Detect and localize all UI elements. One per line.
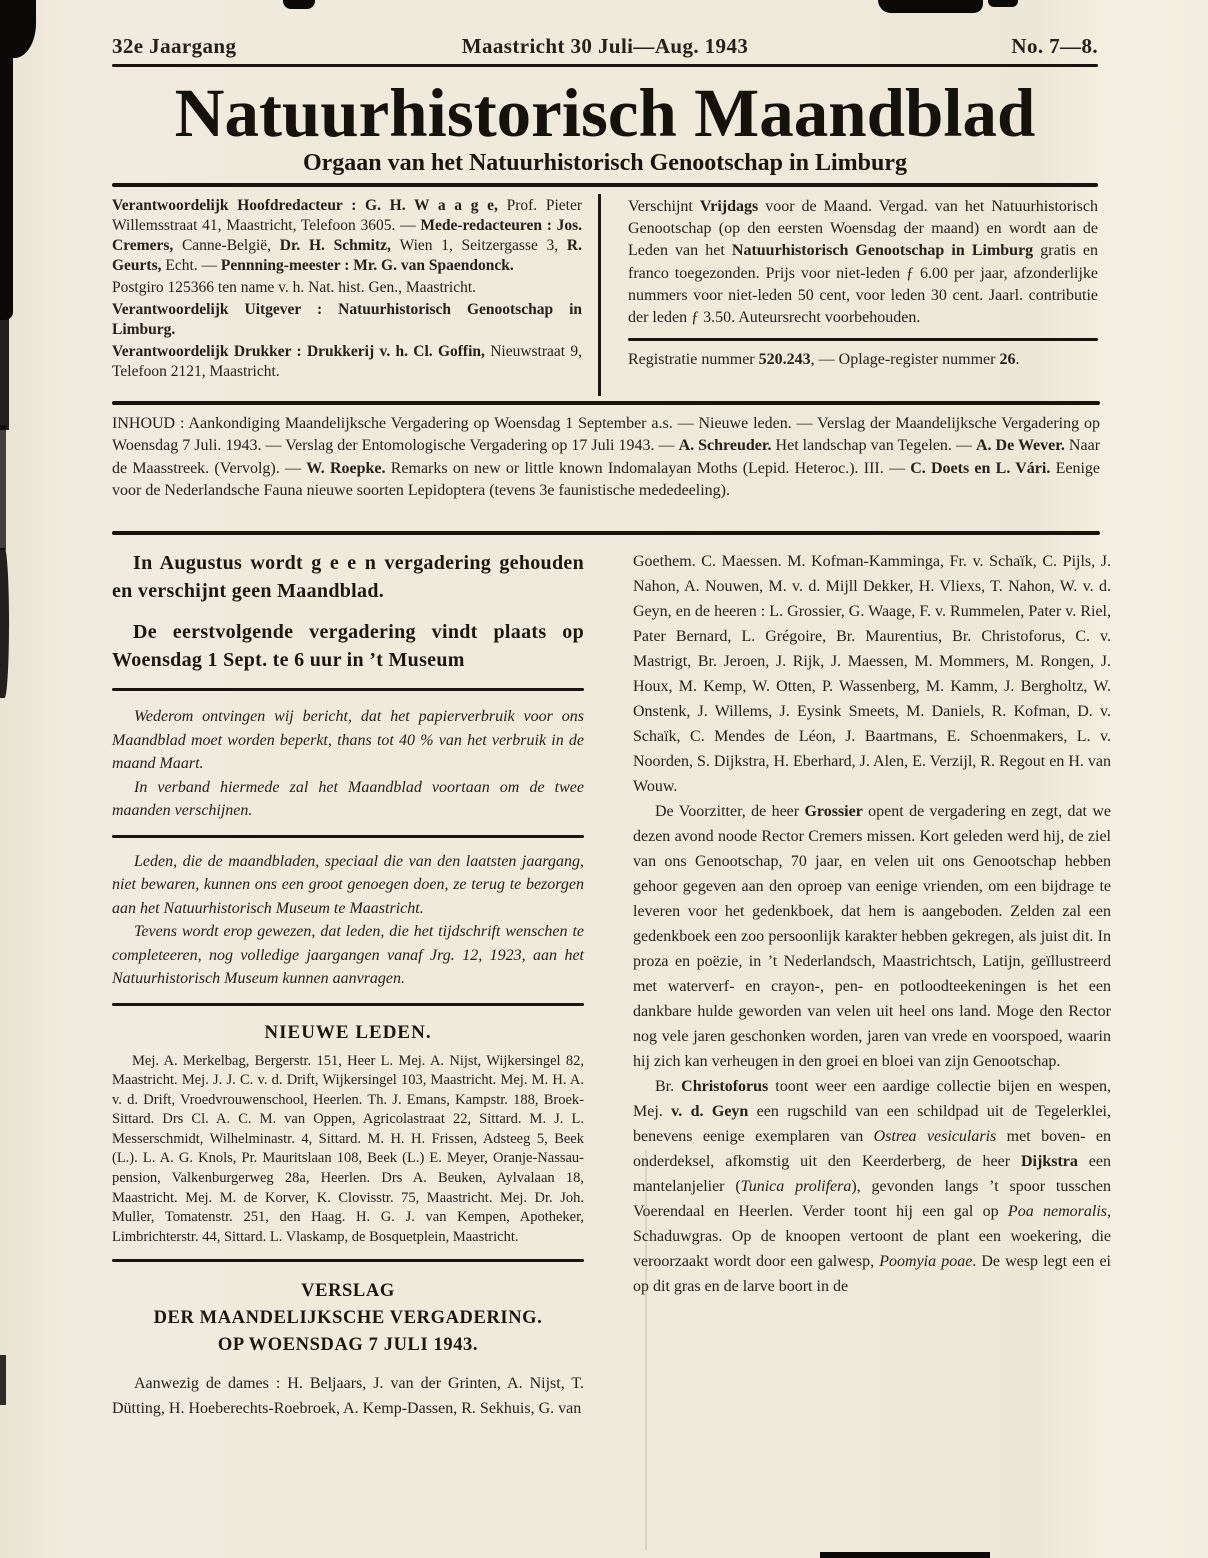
issue-header-row xyxy=(112,34,1098,59)
text-segment: Verschijnt xyxy=(628,198,700,215)
text-segment: Wien 1, Seitzergasse 3, xyxy=(399,237,567,254)
text-segment: Naar de Maasstreek. (Vervolg). — xyxy=(112,437,1101,477)
text-segment: A. De Wever. xyxy=(975,437,1065,455)
masthead-subscription xyxy=(628,196,1098,329)
volume-label: 32e Jaargang xyxy=(112,34,237,58)
report-heading-line-1: VERSLAG xyxy=(301,1281,395,1302)
report-heading-line-3: OP WOENSDAG 7 JULI 1943. xyxy=(217,1335,479,1356)
text-segment: Pennning-meester : Mr. G. van Spaendonck. xyxy=(220,257,514,274)
scan-artifact xyxy=(0,300,9,430)
text-segment: C. Doets en L. Vári. xyxy=(910,459,1051,477)
text-segment: ), gevonden langs ’t spoor tusschen Voerendaal en Heerlen. Verder toont hij een gal op xyxy=(633,1178,1111,1220)
text-segment: Poomyia poae xyxy=(879,1253,973,1270)
text-segment: Vrijdags xyxy=(699,198,759,215)
text-segment: Remarks on new or little known Indomalayan Moths (Lepid. Heteroc.). III. — xyxy=(385,459,911,477)
text-segment: v. d. Geyn xyxy=(671,1103,749,1120)
text-segment: een rugschild van een schildpad uit de Tegelerklei, benevens eenige exemplaren van xyxy=(633,1103,1111,1145)
scan-artifact xyxy=(878,0,983,13)
meeting-announcement-primary: In Augustus wordt g e e n vergadering gehouden en verschijnt geen Maandblad. xyxy=(112,552,584,602)
text-segment: Verantwoordelijk Uitgever : Natuurhistorisch Genootschap in Limburg. xyxy=(112,301,582,338)
report-heading xyxy=(112,1278,584,1359)
text-segment: Canne-België, xyxy=(181,237,280,254)
text-segment: opent de vergadering en zegt, dat we dezen avond noode Rector Cremers missen. Kort geleden werd hij, de ziel van ons Genootschap, 70 jaar, en velen uit ons Genootschap hebben gehoor gegeven aan den oproep van eenige vrienden, om een bijdrage te leveren voor het gedenkboek, dat hem is aangeboden. Zelden zal een gedenkboek een zoo persoonlijk karakter hebben gekregen, als juist dit. In proza en poëzie, in ’t Nederlandsch, Maastrichtsch, Latijn, geïllustreerd met waterverf- en crayon-, pen- en potloodteekeningen is het een dankbare hulde geworden van velen uit heel ons land. Moge den Rector nog vele jaren geschonken worden, jaren van vrede en voorspoed, waarin hij zich kan verheugen in den groei en bloei van zijn Genootschap. xyxy=(633,803,1112,1070)
masthead-left-block xyxy=(112,196,582,384)
text-segment: Tunica prolifera xyxy=(740,1178,852,1195)
paper-crease xyxy=(645,1150,647,1550)
text-segment: Dr. H. Schmitz, xyxy=(279,237,400,254)
attendees-paragraph: Aanwezig de dames : H. Beljaars, J. van der Grinten, A. Nijst, T. Dütting, H. Hoeberechts-Roebroek, A. Kemp-Dassen, R. Sekhuis, G. van xyxy=(112,1375,584,1418)
masthead-vertical-rule xyxy=(598,194,601,396)
journal-subtitle: Orgaan van het Natuurhistorisch Genootschap in Limburg xyxy=(302,150,908,176)
horizontal-rule xyxy=(112,1259,584,1262)
scan-artifact xyxy=(0,0,13,320)
horizontal-rule xyxy=(112,64,1098,67)
report-heading-line-2: DER MAANDELIJKSCHE VERGADERING. xyxy=(153,1308,543,1329)
text-segment: Christoforus xyxy=(681,1078,769,1095)
chairman-report-paragraph xyxy=(633,799,1111,1074)
text-segment: Br. xyxy=(655,1078,682,1095)
text-segment: Natuurhistorisch Genootschap in Limburg xyxy=(731,242,1034,260)
scan-artifact xyxy=(820,1552,990,1558)
journal-title: Natuurhistorisch Maandblad xyxy=(174,75,1036,151)
text-segment: Poa nemoralis xyxy=(1007,1203,1107,1220)
bimonthly-notice: In verband hiermede zal het Maandblad voortaan om de twee maanden verschijnen. xyxy=(112,778,584,819)
horizontal-rule xyxy=(112,183,1098,187)
scan-artifact xyxy=(283,0,315,9)
text-segment: INHOUD : Aankondiging Maandelijksche Vergadering op Woensdag 1 September a.s. — Nieuwe leden. — Verslag der Maandelijksche Vergadering op Woensdag 7 Juli. 1943. — Verslag der Entomologische Vergadering op 17 Juli 1943. — xyxy=(112,415,1100,455)
text-segment: R. Geurts, xyxy=(112,237,582,274)
masthead-postgiro: Postgiro 125366 ten name v. h. Nat. hist. Gen., Maastricht. xyxy=(112,279,477,296)
exhibits-paragraph xyxy=(633,1074,1111,1299)
text-segment: Het landschap van Tegelen. — xyxy=(771,437,976,455)
new-members-list: Mej. A. Merkelbag, Bergerstr. 151, Heer L. Mej. A. Nijst, Wijkersingel 82, Maastricht. Mej. J. J. C. v. d. Drift, Wijkersingel 103, Maastricht. Mej. M. H. A. v. d. Drift, Vroedvrouwenschool, Heerlen. Th. J. Emans, Kampstr. 188, Broek-Sittard. Drs Cl. A. C. M. van Oppen, Agricolastraat 22, Sittard. M. J. L. Messerschmidt, Wilhelminastr. 4, Sittard. M. H. H. Frissen, Adsteeg 5, Beek (L.). L. A. G. Knols, Pr. Mauritslaan 108, Beek (L.) E. Meyer, Oranje-Nassau-pension, Valkenburgerweg 28a, Heerlen. Drs A. Beuken, Aylvalaan 18, Maastricht. Mej. M. de Korver, K. Clovisstr. 75, Maastricht. Mej. Dr. Joh. Muller, Tomatenstr. 251, den Haag. H. G. J. van Kempen, Apotheker, Limbrichterstr. 44, Sittard. L. Vlaskamp, de Bosquetplein, Maastricht. xyxy=(112,1052,584,1245)
text-segment: toont weer een aardige collectie bijen en wespen, Mej. xyxy=(633,1078,1111,1120)
masthead-publisher xyxy=(112,300,582,340)
meeting-announcement-secondary: De eerstvolgende vergadering vindt plaats op Woensdag 1 Sept. te 6 uur in ’t Museum xyxy=(112,621,584,671)
text-segment: Mede-redacteuren : Jos. Cremers, xyxy=(112,217,582,254)
text-segment: Grossier xyxy=(804,803,863,820)
horizontal-rule xyxy=(112,1003,584,1006)
table-of-contents xyxy=(112,413,1100,503)
masthead-editors xyxy=(112,196,582,276)
new-members-heading: NIEUWE LEDEN. xyxy=(264,1021,432,1043)
text-segment: Verantwoordelijk Hoofdredacteur : G. H. W a a g e, xyxy=(112,197,507,214)
horizontal-rule xyxy=(112,401,1100,405)
text-segment: een mantelanjelier ( xyxy=(633,1153,1112,1195)
text-segment: . xyxy=(1015,351,1020,369)
issue-number: No. 7—8. xyxy=(1011,34,1098,58)
text-segment: , Schaduwgras. Op de knoopen vertoont de plant een woekering, die veroorzaakt wordt door een galwesp, xyxy=(633,1203,1111,1270)
text-segment: Echt. — xyxy=(165,257,221,274)
text-segment: De Voorzitter, de heer xyxy=(655,803,805,820)
horizontal-rule xyxy=(112,835,584,838)
text-segment: met boven- en onderdeksel, afkomstig uit den Keerderberg, de heer xyxy=(633,1128,1111,1170)
scan-artifact xyxy=(0,425,6,550)
complete-sets-notice: Tevens wordt erop gewezen, dat leden, die het tijdschrift wenschen te completeeren, nog volledige jaargangen vanaf Jrg. 12, 1923, aan het Natuurhistorisch Museum kunnen aanvragen. xyxy=(112,923,584,987)
scan-artifact xyxy=(0,548,9,698)
text-segment: Prof. Pieter Willemsstraat 41, Maastricht, Telefoon 3605. — xyxy=(112,197,582,234)
text-segment: 520.243 xyxy=(758,351,811,369)
scan-artifact xyxy=(988,0,1018,7)
text-segment: , — Oplage-register nummer xyxy=(810,351,1000,369)
masthead-printer xyxy=(112,342,582,382)
text-segment: 26 xyxy=(999,351,1016,369)
text-segment: Nieuwstraat 9, Telefoon 2121, Maastricht. xyxy=(112,343,582,380)
text-segment: Registratie nummer xyxy=(628,351,759,369)
return-request-notice: Leden, die de maandbladen, speciaal die van den laatsten jaargang, niet bewaren, kunnen ons een groot genoegen doen, ze terug te bezorgen aan het Natuurhistorisch Museum te Maastricht. xyxy=(112,852,584,917)
paper-restriction-notice: Wederom ontvingen wij bericht, dat het papierverbruik voor ons Maandblad moet worden beperkt, thans tot 40 % van het verbruik in de maand Maart. xyxy=(112,708,584,772)
text-segment: gratis en franco toegezonden. Prijs voor niet-leden ƒ 6.00 per jaar, afzonderlijke nummers voor niet-leden 50 cent, voor leden 30 cent. Jaarl. contributie der leden ƒ 3.50. Auteursrecht voorbehouden. xyxy=(628,242,1099,327)
issue-date: Maastricht 30 Juli—Aug. 1943 xyxy=(461,34,749,58)
text-segment: A. Schreuder. xyxy=(678,437,772,455)
attendees-continued: Goethem. C. Maessen. M. Kofman-Kamminga, Fr. v. Schaïk, C. Pijls, J. Nahon, A. Nouwen, M. v. d. Mijll Dekker, H. Vliexs, T. Nahon, W. v. d. Geyn, en de heeren : L. Grossier, G. Waage, F. v. Rummelen, Pater v. Riel, Pater Bernard, L. Grégoire, Br. Maurentius, Br. Christoforus, C. v. Mastrigt, Br. Jeroen, J. Rijk, J. Maessen, M. Mommers, M. Rongen, J. Houx, M. Kemp, W. Otten, P. Wassenberg, M. Kamm, J. Bergholtz, W. Onstenk, J. Willems, J. Eysink Smeets, M. Daniels, R. Kofman, D. v. Schaïk, C. Mendes de Léon, J. Baartmans, E. Schoenmakers, L. v. Noorden, S. Dijkstra, H. Eberhard, J. Alen, E. Verzijl, R. Regout en H. van Wouw. xyxy=(633,553,1111,795)
text-segment: W. Roepke. xyxy=(306,459,386,477)
masthead-right-block xyxy=(628,196,1098,371)
text-segment: . De wesp legt een ei op dit gras en de larve boort in de xyxy=(633,1253,1112,1295)
text-segment: Ostrea vesicularis xyxy=(873,1128,997,1145)
text-segment: Eenige voor de Nederlandsche Fauna nieuwe soorten Lepidoptera (tevens 3e faunistische mededeeling). xyxy=(112,459,1101,500)
body-column-left xyxy=(112,549,584,1421)
body-column-right xyxy=(633,549,1111,1299)
horizontal-rule xyxy=(112,688,584,691)
horizontal-rule xyxy=(628,338,1098,341)
horizontal-rule xyxy=(112,531,1100,535)
text-segment: Dijkstra xyxy=(1021,1153,1078,1170)
scan-artifact xyxy=(0,1355,6,1405)
text-segment: Verantwoordelijk Drukker : Drukkerij v. h. Cl. Goffin, xyxy=(112,343,491,360)
text-segment: voor de Maand. Vergad. van het Natuurhistorisch Genootschap (op den eersten Woensdag der maand) en wordt aan de Leden van het xyxy=(628,198,1099,260)
masthead-registration xyxy=(628,349,1098,371)
